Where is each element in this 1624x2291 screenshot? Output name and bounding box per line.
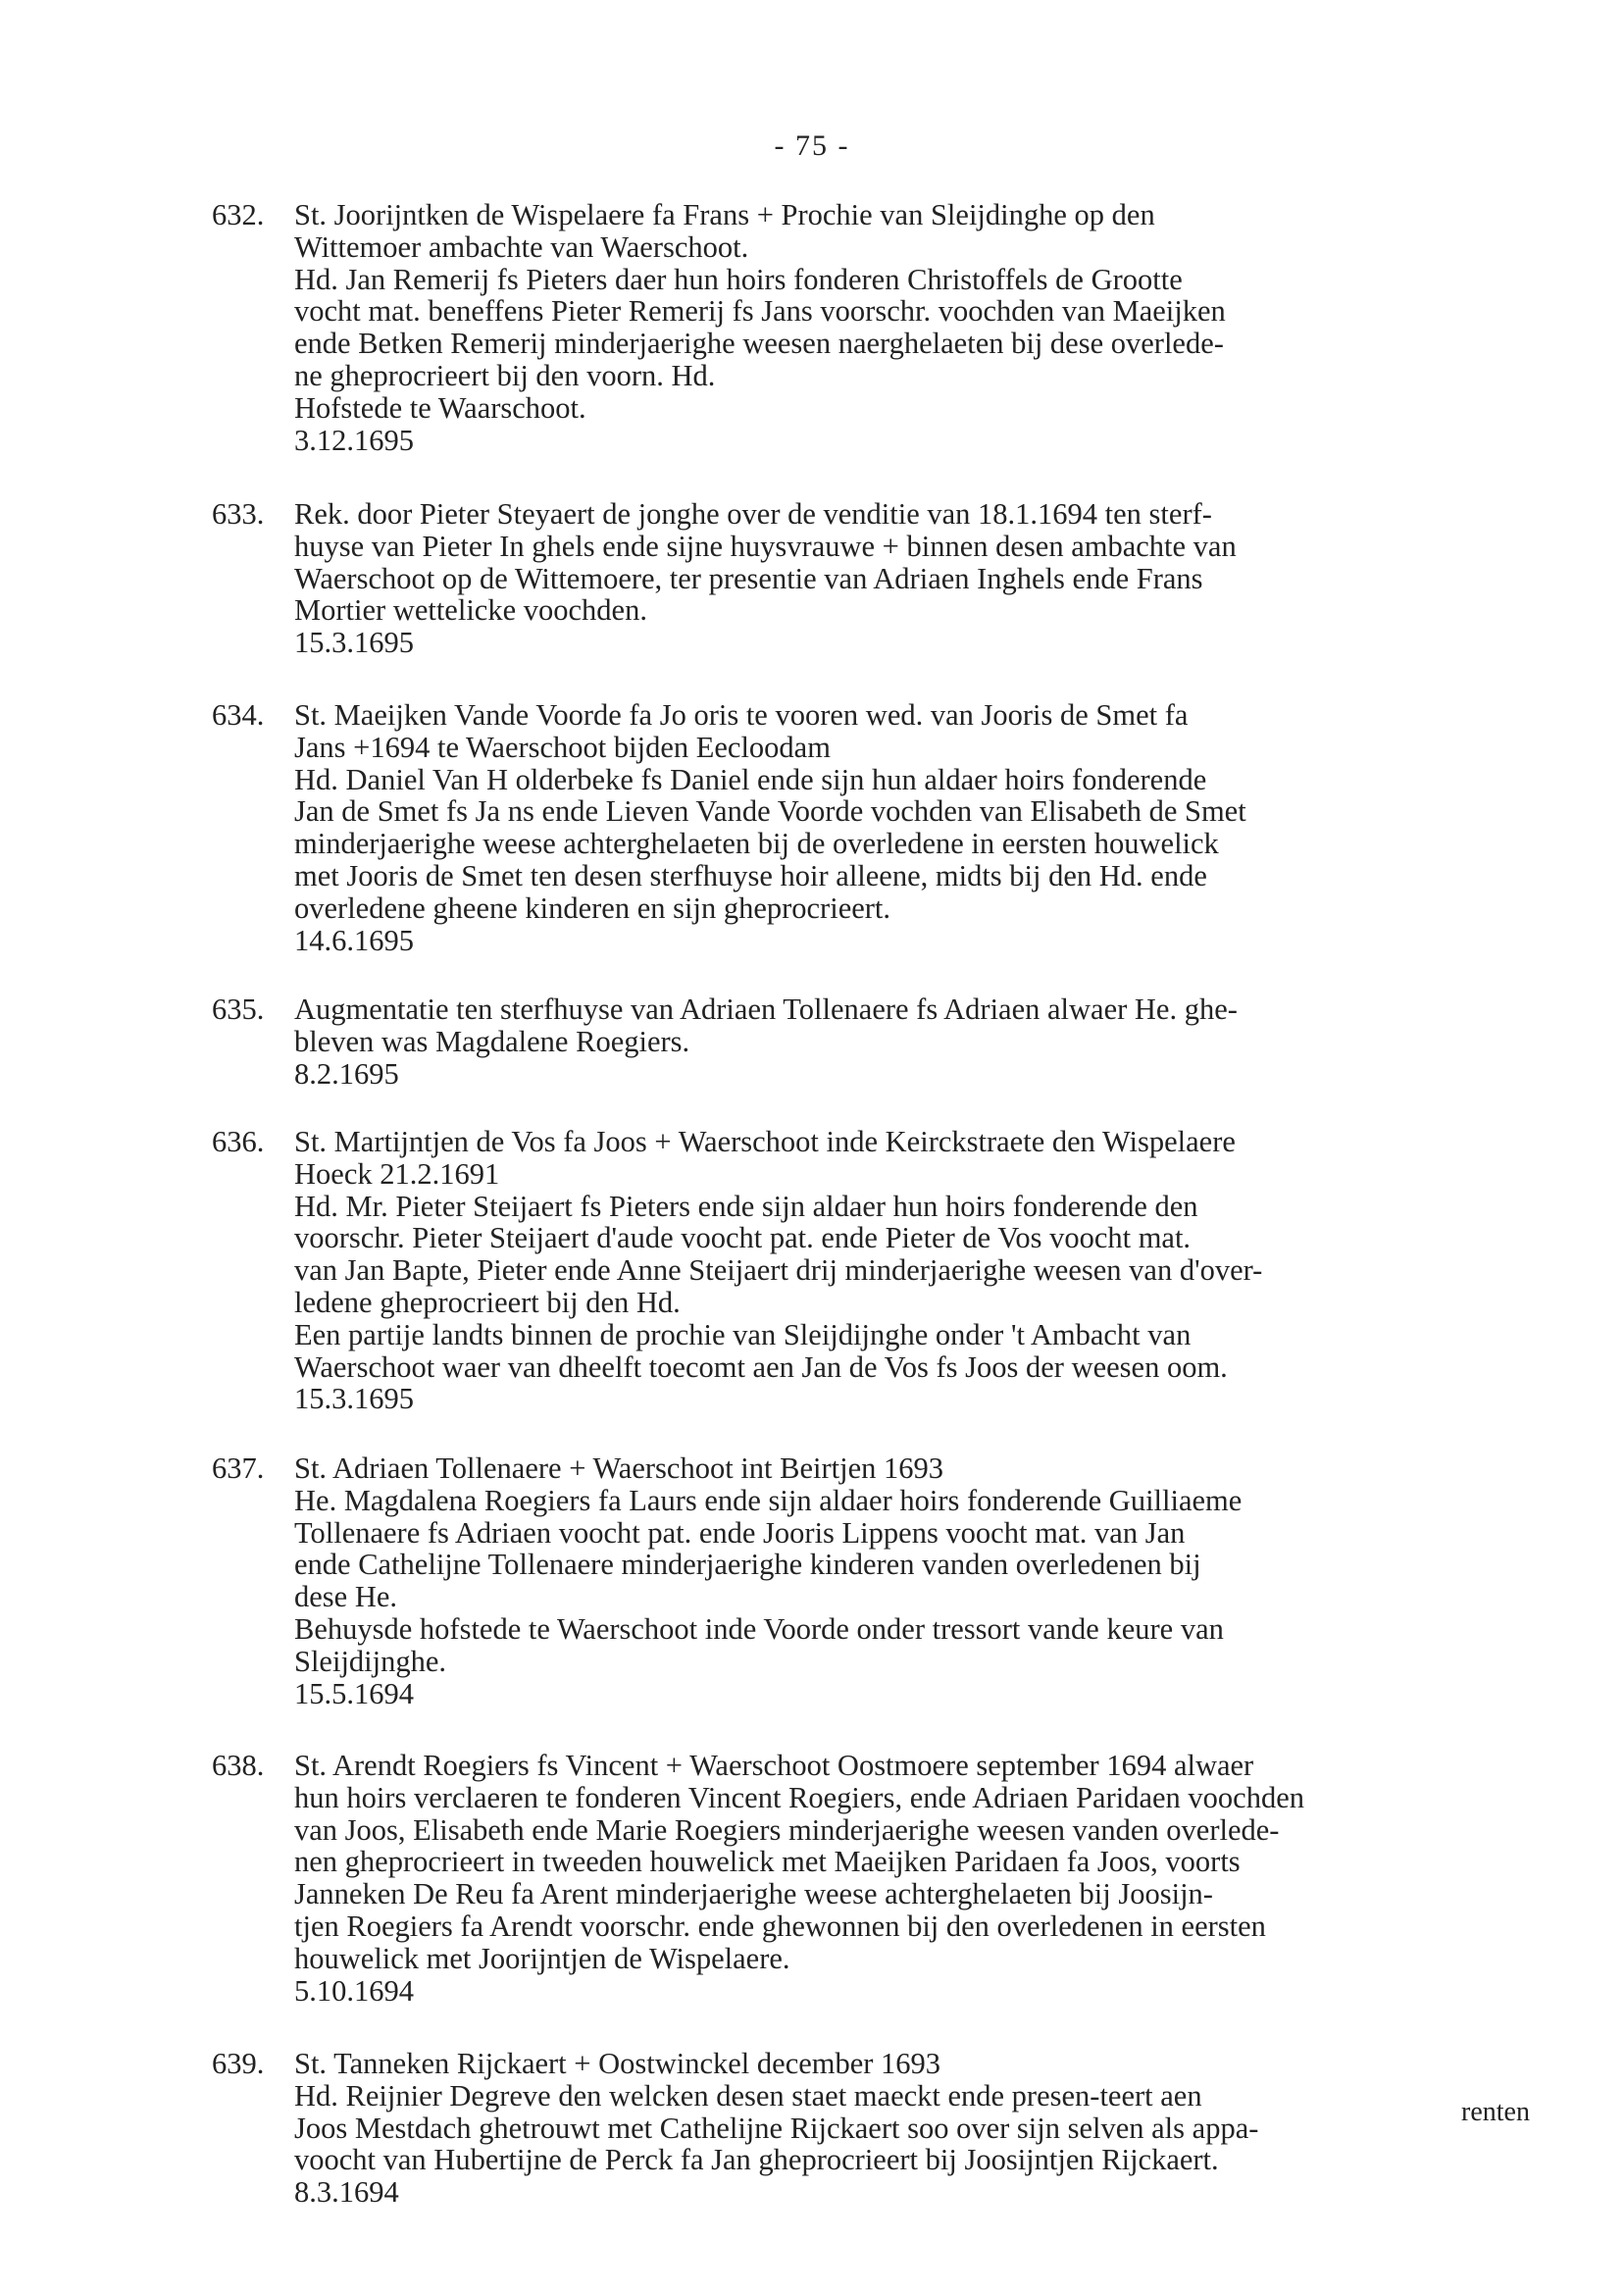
entry-638 bbox=[212, 1750, 1565, 2007]
entry-line: huyse van Pieter In ghels ende sijne huysvrauwe + binnen desen ambachte van bbox=[294, 529, 1237, 563]
entry-line: Jan de Smet fs Ja ns ende Lieven Vande Voorde vochden van Elisabeth de Smet bbox=[294, 794, 1246, 829]
entry-line: ende Betken Remerij minderjaerighe weesen naerghelaeten bij dese overlede- bbox=[294, 327, 1224, 361]
entry-line: Janneken De Reu fa Arent minderjaerighe weese achterghelaeten bij Joosijn- bbox=[294, 1877, 1213, 1911]
entry-body bbox=[294, 498, 1565, 659]
entry-line: St. Joorijntken de Wispelaere fa Frans + Prochie van Sleijdinghe op den bbox=[294, 198, 1155, 231]
entry-line: Hofstede te Waarschoot. bbox=[294, 390, 586, 425]
entry-number: 638. bbox=[212, 1749, 265, 1782]
entry-637 bbox=[212, 1452, 1565, 1709]
entry-line: Waerschoot waer van dheelft toecomt aen Jan de Vos fs Joos der weesen oom. bbox=[294, 1349, 1228, 1384]
entry-line: St. Arendt Roegiers fs Vincent + Waerschoot Oostmoere september 1694 alwaer bbox=[294, 1749, 1254, 1782]
entry-line: voorschr. Pieter Steijaert d'aude voocht pat. ende Pieter de Vos voocht mat. bbox=[294, 1221, 1192, 1255]
entry-line: St. Adriaen Tollenaere + Waerschoot int Beirtjen 1693 bbox=[294, 1451, 943, 1485]
entry-line: tjen Roegiers fa Arendt voorschr. ende ghewonnen bij den overledenen in eersten bbox=[294, 1909, 1266, 1943]
entry-line: Joos Mestdach ghetrouwt met Cathelijne Rijckaert soo over sijn selven als appa- bbox=[294, 2111, 1259, 2145]
entry-line: Sleijdijnghe. bbox=[294, 1644, 447, 1678]
entry-line: ende Cathelijne Tollenaere minderjaerighe kinderen vanden overledenen bij bbox=[294, 1548, 1201, 1582]
entry-line: minderjaerighe weese achterghelaeten bij de overledene in eersten houwelick bbox=[294, 827, 1219, 861]
entry-line: met Jooris de Smet ten desen sterfhuyse hoir alleene, midts bij den Hd. ende bbox=[294, 858, 1207, 892]
entry-line: houwelick met Joorijntjen de Wispelaere. bbox=[294, 1941, 790, 1975]
entry-line: St. Martijntjen de Vos fa Joos + Waerschoot inde Keirckstraete den Wispelaere bbox=[294, 1125, 1236, 1158]
entry-line: 14.6.1695 bbox=[294, 923, 414, 957]
entry-line: Rek. door Pieter Steyaert de jonghe over de venditie van 18.1.1694 ten sterf- bbox=[294, 497, 1212, 531]
entry-body bbox=[294, 993, 1565, 1090]
entry-line: 8.2.1695 bbox=[294, 1056, 399, 1091]
entry-634 bbox=[212, 699, 1565, 956]
entry-line: van Joos, Elisabeth ende Marie Roegiers minderjaerighe weesen vanden overlede- bbox=[294, 1812, 1280, 1847]
entry-number: 632. bbox=[212, 198, 265, 231]
entry-line: overledene gheene kinderen en sijn gheprocrieert. bbox=[294, 891, 891, 925]
entry-line: vocht mat. beneffens Pieter Remerij fs Jans voorschr. voochden van Maeijken bbox=[294, 294, 1226, 329]
entry-line: ne gheprocrieert bij den voorn. Hd. bbox=[294, 358, 716, 392]
entry-line: hun hoirs verclaeren te fonderen Vincent Roegiers, ende Adriaen Paridaen voochden bbox=[294, 1780, 1304, 1814]
entry-line: 8.3.1694 bbox=[294, 2175, 399, 2210]
entry-line: Hd. Daniel Van H olderbeke fs Daniel ende sijn hun aldaer hoirs fonderende bbox=[294, 762, 1207, 796]
entry-line: St. Tanneken Rijckaert + Oostwinckel december 1693 bbox=[294, 2047, 941, 2080]
entry-line: Behuysde hofstede te Waerschoot inde Voorde onder tressort vande keure van bbox=[294, 1611, 1224, 1646]
entry-line: 3.12.1695 bbox=[294, 423, 414, 457]
entry-body bbox=[294, 1452, 1565, 1709]
entry-line: bleven was Magdalene Roegiers. bbox=[294, 1024, 690, 1058]
entry-line: Waerschoot op de Wittemoere, ter presentie van Adriaen Inghels ende Frans bbox=[294, 561, 1203, 595]
entry-line: Hd. Mr. Pieter Steijaert fs Pieters ende sijn aldaer hun hoirs fonderende den bbox=[294, 1189, 1198, 1223]
entry-number: 633. bbox=[212, 497, 265, 531]
entry-635 bbox=[212, 993, 1565, 1090]
entry-body bbox=[294, 699, 1565, 956]
entry-number: 639. bbox=[212, 2047, 265, 2080]
entry-line: Hd. Reijnier Degreve den welcken desen staet maeckt ende presen-teert aen bbox=[294, 2078, 1202, 2113]
entry-number: 635. bbox=[212, 993, 265, 1026]
entry-body bbox=[294, 1126, 1565, 1415]
entry-line: Hoeck 21.2.1691 bbox=[294, 1156, 500, 1191]
entry-line: Hd. Jan Remerij fs Pieters daer hun hoirs fonderen Christoffels de Grootte bbox=[294, 262, 1183, 296]
entry-line: 15.5.1694 bbox=[294, 1676, 414, 1710]
entry-line: 15.3.1695 bbox=[294, 626, 414, 660]
entry-line: St. Maeijken Vande Voorde fa Jo oris te vooren wed. van Jooris de Smet fa bbox=[294, 698, 1189, 732]
entry-line: voocht van Hubertijne de Perck fa Jan gheprocrieert bij Joosijntjen Rijckaert. bbox=[294, 2143, 1219, 2177]
entry-body bbox=[294, 2048, 1565, 2209]
entry-line: van Jan Bapte, Pieter ende Anne Steijaert drij minderjaerighe weesen van d'over- bbox=[294, 1253, 1263, 1288]
entry-line: Tollenaere fs Adriaen voocht pat. ende Jooris Lippens voocht mat. van Jan bbox=[294, 1515, 1186, 1550]
entry-number: 634. bbox=[212, 698, 265, 732]
entry-line: Wittemoer ambachte van Waerschoot. bbox=[294, 229, 749, 264]
entry-line: dese He. bbox=[294, 1580, 398, 1614]
page-number: - 75 - bbox=[774, 129, 850, 162]
entry-body bbox=[294, 1750, 1565, 2007]
entry-line: Mortier wettelicke voochden. bbox=[294, 593, 647, 628]
entry-number: 637. bbox=[212, 1451, 265, 1485]
entry-body bbox=[294, 199, 1565, 456]
entry-line: He. Magdalena Roegiers fa Laurs ende sijn aldaer hoirs fonderende Guilliaeme bbox=[294, 1483, 1243, 1517]
entry-line: nen gheprocrieert in tweeden houwelick met Maeijken Paridaen fa Joos, voorts bbox=[294, 1845, 1241, 1879]
entry-line: Augmentatie ten sterfhuyse van Adriaen Tollenaere fs Adriaen alwaer He. ghe- bbox=[294, 993, 1238, 1026]
entry-636 bbox=[212, 1126, 1565, 1415]
margin-note: renten bbox=[1461, 2097, 1530, 2127]
entry-632 bbox=[212, 199, 1565, 456]
entry-line: ledene gheprocrieert bij den Hd. bbox=[294, 1285, 681, 1319]
entry-line: Een partije landts binnen de prochie van Sleijdijnghe onder 't Ambacht van bbox=[294, 1317, 1192, 1351]
entry-line: 15.3.1695 bbox=[294, 1382, 414, 1416]
entry-633 bbox=[212, 498, 1565, 659]
entry-line: Jans +1694 te Waerschoot bijden Eecloodam bbox=[294, 730, 831, 764]
entry-639 bbox=[212, 2048, 1565, 2209]
entry-number: 636. bbox=[212, 1125, 265, 1158]
entry-line: 5.10.1694 bbox=[294, 1973, 414, 2008]
